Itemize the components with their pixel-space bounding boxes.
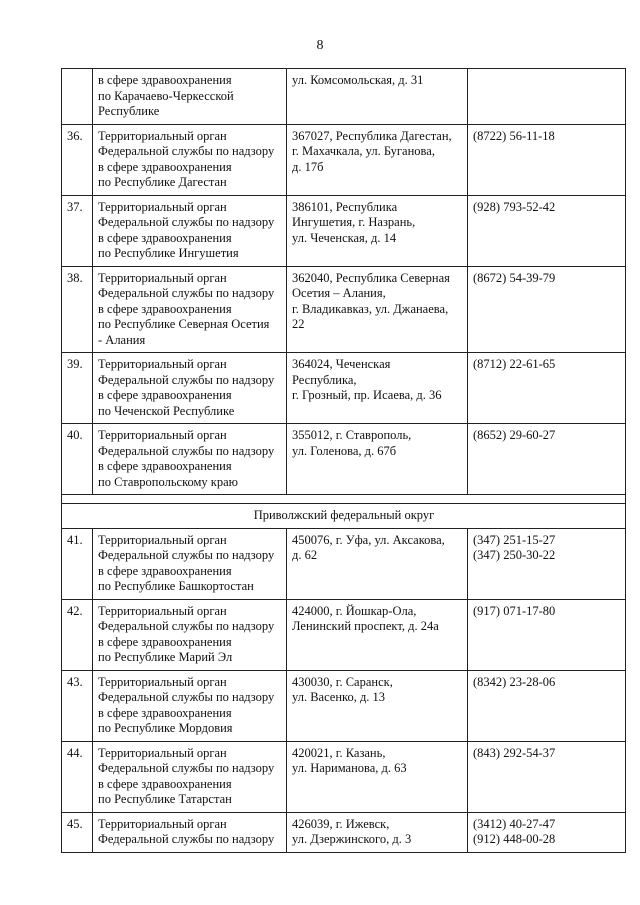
row-number: 38. — [62, 266, 93, 353]
address-line: Ингушетия, г. Назрань, — [292, 215, 416, 229]
address-cell — [287, 353, 468, 424]
organization-name-line: по Республике Мордовия — [98, 721, 233, 735]
address-line: 386101, Республика — [292, 199, 398, 214]
district-heading: Приволжский федеральный округ — [62, 504, 626, 529]
organization-name-cell — [93, 424, 287, 495]
organization-name-line: Федеральной службы по надзору — [98, 619, 275, 633]
phone-number: (3412) 40-27-47 — [473, 816, 556, 831]
organization-name-line: - Алания — [98, 332, 146, 347]
organization-name-line: Территориальный орган — [98, 745, 227, 760]
organization-name-line: Федеральной службы по надзору — [98, 761, 275, 775]
organization-name-line: по Республике Башкортостан — [98, 579, 254, 593]
table-section-bottom — [62, 528, 626, 852]
phone-number: (8342) 23-28-06 — [473, 674, 556, 689]
organization-name-line: Федеральной службы по надзору — [98, 690, 275, 704]
organization-name-line: в сфере здравоохранения — [98, 73, 232, 87]
table-row — [62, 424, 626, 495]
organization-name-line: по Республике Северная Осетия — [98, 317, 270, 331]
address-cell — [287, 812, 468, 852]
organization-name-line: в сфере здравоохранения — [98, 301, 232, 316]
address-cell — [287, 670, 468, 741]
address-line: д. 17б — [292, 159, 324, 174]
organization-name-line: Территориальный орган — [98, 128, 227, 143]
address-line: ул. Голенова, д. 67б — [292, 443, 397, 458]
table-section-top — [62, 69, 626, 495]
address-line: 450076, г. Уфа, ул. Аксакова, — [292, 532, 445, 547]
address-cell — [287, 124, 468, 195]
organization-name-line: в сфере здравоохранения — [98, 705, 232, 720]
address-line: 426039, г. Ижевск, — [292, 816, 390, 831]
organization-name-line: по Республике Марий Эл — [98, 650, 233, 664]
address-line: 22 — [292, 317, 305, 331]
organization-name-line: по Республике Дагестан — [98, 175, 227, 189]
address-line: 367027, Республика Дагестан, — [292, 128, 452, 143]
address-line: ул. Дзержинского, д. 3 — [292, 832, 412, 846]
address-line: ул. Нариманова, д. 63 — [292, 761, 407, 775]
phone-number: (347) 250-30-22 — [473, 548, 556, 562]
address-line: ул. Чеченская, д. 14 — [292, 230, 397, 245]
organization-name-line: по Чеченской Республике — [98, 403, 235, 418]
organization-name-line: в сфере здравоохранения — [98, 230, 232, 245]
address-line: д. 62 — [292, 548, 318, 562]
organization-name-line: Территориальный орган — [98, 816, 227, 831]
address-line: Ленинский проспект, д. 24а — [292, 619, 439, 633]
address-cell — [287, 741, 468, 812]
organization-name-line: по Карачаево-Черкесской — [98, 88, 234, 103]
table-row — [62, 812, 626, 852]
phone-cell — [468, 69, 626, 125]
phone-number: (347) 251-15-27 — [473, 532, 556, 547]
phone-cell — [468, 741, 626, 812]
address-line: г. Грозный, пр. Исаева, д. 36 — [292, 388, 442, 402]
organization-name-line: в сфере здравоохранения — [98, 563, 232, 578]
spacer-row — [62, 495, 626, 504]
phone-cell — [468, 599, 626, 670]
phone-cell — [468, 353, 626, 424]
organization-name-cell — [93, 812, 287, 852]
organization-name-line: Федеральной службы по надзору — [98, 832, 275, 846]
phone-cell — [468, 195, 626, 266]
address-cell — [287, 195, 468, 266]
row-number: 44. — [62, 741, 93, 812]
address-line: 364024, Чеченская — [292, 357, 391, 371]
address-line: г. Владикавказ, ул. Джанаева, — [292, 301, 449, 316]
organization-name-cell — [93, 670, 287, 741]
address-line: 424000, г. Йошкар-Ола, — [292, 603, 417, 618]
phone-number: (928) 793-52-42 — [473, 199, 556, 214]
table-row — [62, 599, 626, 670]
phone-number: (843) 292-54-37 — [473, 745, 556, 760]
organization-name-line: Территориальный орган — [98, 532, 227, 547]
phone-cell — [468, 424, 626, 495]
table-row — [62, 528, 626, 599]
address-line: ул. Комсомольская, д. 31 — [292, 73, 424, 87]
organization-name-line: Федеральной службы по надзору — [98, 286, 275, 300]
organization-name-line: Федеральной службы по надзору — [98, 548, 275, 562]
organization-name-line: Территориальный орган — [98, 270, 227, 285]
organization-name-line: Территориальный орган — [98, 428, 227, 442]
organization-name-cell — [93, 599, 287, 670]
district-heading-section — [62, 495, 626, 529]
organization-name-line: Федеральной службы по надзору — [98, 443, 275, 458]
phone-cell — [468, 124, 626, 195]
organization-name-line: Федеральной службы по надзору — [98, 144, 275, 158]
address-line: Осетия – Алания, — [292, 286, 386, 300]
organization-name-cell — [93, 69, 287, 125]
organization-name-cell — [93, 528, 287, 599]
address-cell — [287, 599, 468, 670]
address-cell — [287, 424, 468, 495]
address-line: г. Махачкала, ул. Буганова, — [292, 144, 435, 158]
table-row — [62, 69, 626, 125]
organization-name-line: Федеральной службы по надзору — [98, 215, 275, 229]
table-row — [62, 741, 626, 812]
address-line: Республика, — [292, 372, 357, 387]
row-number: 37. — [62, 195, 93, 266]
organization-name-line: по Республике Татарстан — [98, 792, 232, 806]
phone-number: (8672) 54-39-79 — [473, 270, 556, 285]
phone-number: (8712) 22-61-65 — [473, 357, 556, 371]
organization-name-line: в сфере здравоохранения — [98, 776, 232, 791]
organization-name-line: Территориальный орган — [98, 357, 227, 371]
organization-name-line: по Республике Ингушетия — [98, 246, 239, 260]
phone-cell — [468, 812, 626, 852]
address-line: 355012, г. Ставрополь, — [292, 428, 412, 442]
phone-cell — [468, 528, 626, 599]
address-line: 430030, г. Саранск, — [292, 674, 393, 689]
phone-cell — [468, 670, 626, 741]
address-line: 420021, г. Казань, — [292, 745, 386, 760]
organization-name-line: по Ставропольскому краю — [98, 474, 239, 489]
organization-name-cell — [93, 195, 287, 266]
row-number: 45. — [62, 812, 93, 852]
phone-number: (912) 448-00-28 — [473, 832, 556, 846]
phone-number: (917) 071-17-80 — [473, 603, 556, 618]
organizations-table — [61, 68, 626, 853]
page-number: 8 — [316, 38, 324, 53]
table-row — [62, 353, 626, 424]
organization-name-line: Территориальный орган — [98, 674, 227, 689]
district-row — [62, 504, 626, 529]
organization-name-line: в сфере здравоохранения — [98, 634, 232, 649]
row-number: 36. — [62, 124, 93, 195]
organization-name-cell — [93, 124, 287, 195]
organization-name-line: Республике — [98, 104, 160, 118]
row-number: 40. — [62, 424, 93, 495]
row-number: 43. — [62, 670, 93, 741]
row-number: 41. — [62, 528, 93, 599]
organization-name-line: в сфере здравоохранения — [98, 388, 232, 402]
phone-number: (8722) 56-11-18 — [473, 128, 555, 143]
table-row — [62, 124, 626, 195]
phone-number: (8652) 29-60-27 — [473, 428, 556, 442]
address-cell — [287, 266, 468, 353]
table-row — [62, 195, 626, 266]
organization-name-cell — [93, 266, 287, 353]
organization-name-line: Территориальный орган — [98, 199, 227, 214]
address-cell — [287, 528, 468, 599]
row-number: 39. — [62, 353, 93, 424]
table-row — [62, 266, 626, 353]
table-row — [62, 670, 626, 741]
organization-name-line: в сфере здравоохранения — [98, 159, 232, 174]
address-line: 362040, Республика Северная — [292, 270, 450, 285]
organization-name-line: в сфере здравоохранения — [98, 459, 232, 473]
row-number: 42. — [62, 599, 93, 670]
phone-cell — [468, 266, 626, 353]
organization-name-cell — [93, 353, 287, 424]
organization-name-line: Федеральной службы по надзору — [98, 372, 275, 387]
address-line: ул. Васенко, д. 13 — [292, 690, 386, 704]
row-number — [62, 69, 93, 125]
address-cell — [287, 69, 468, 125]
organization-name-cell — [93, 741, 287, 812]
organization-name-line: Территориальный орган — [98, 603, 227, 618]
